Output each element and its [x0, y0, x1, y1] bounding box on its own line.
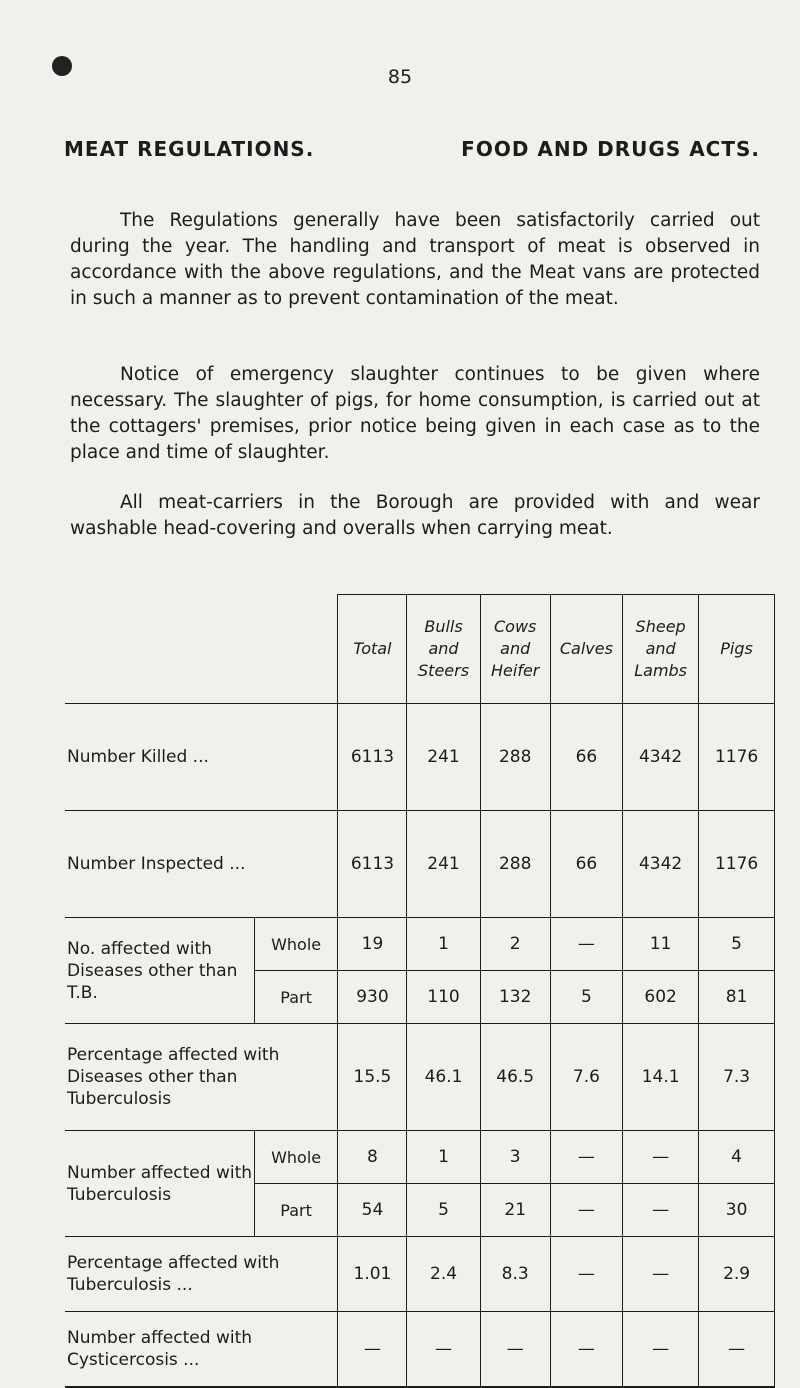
- table-cell: —: [623, 1312, 699, 1388]
- table-cell: 81: [699, 971, 775, 1024]
- table-cell: 288: [480, 811, 550, 918]
- row-label: No. affected with Diseases other than T.B.: [65, 918, 254, 1024]
- table-cell: 930: [338, 971, 407, 1024]
- table-cell: 3: [480, 1131, 550, 1184]
- table-cell: —: [623, 1131, 699, 1184]
- sub-label-whole: Whole: [254, 1131, 338, 1184]
- table-cell: 5: [550, 971, 622, 1024]
- table-cell: —: [623, 1237, 699, 1312]
- table-cell: —: [623, 1184, 699, 1237]
- table-cell: 6113: [338, 704, 407, 811]
- section-heading: [64, 137, 760, 161]
- table-cell: —: [550, 1131, 622, 1184]
- table-cell: 602: [623, 971, 699, 1024]
- table-cell: 30: [699, 1184, 775, 1237]
- table-cell: 132: [480, 971, 550, 1024]
- table-cell: 4342: [623, 704, 699, 811]
- table-cell: 21: [480, 1184, 550, 1237]
- table-cell: 241: [407, 704, 480, 811]
- table-cell: 2: [480, 918, 550, 971]
- header-pigs: Pigs: [699, 595, 775, 704]
- table-cell: 6113: [338, 811, 407, 918]
- table-header-row: [65, 595, 775, 704]
- row-label: Number Killed ...: [65, 704, 338, 811]
- table-cell: 110: [407, 971, 480, 1024]
- row-label: Percentage affected with Tuberculosis ...: [65, 1237, 338, 1312]
- table-cell: 11: [623, 918, 699, 971]
- header-total: Total: [338, 595, 407, 704]
- table-row-tb-whole: [65, 1131, 775, 1184]
- table-cell: 7.3: [699, 1024, 775, 1131]
- table-cell: 46.5: [480, 1024, 550, 1131]
- table-cell: 5: [407, 1184, 480, 1237]
- table-cell: —: [550, 918, 622, 971]
- table-row-killed: [65, 704, 775, 811]
- table-cell: —: [338, 1312, 407, 1388]
- header-sheep-lambs: Sheep and Lambs: [623, 595, 699, 704]
- header-calves: Calves: [550, 595, 622, 704]
- table-row-cysticercosis: [65, 1312, 775, 1388]
- table-cell: 54: [338, 1184, 407, 1237]
- heading-meat-regulations: MEAT REGULATIONS.: [64, 137, 315, 161]
- row-label: Percentage affected with Diseases other than Tuberculosis: [65, 1024, 338, 1131]
- table-cell: 1176: [699, 704, 775, 811]
- table-cell: 8: [338, 1131, 407, 1184]
- table-cell: 66: [550, 811, 622, 918]
- table-cell: —: [550, 1312, 622, 1388]
- paragraph-emergency-slaughter: Notice of emergency slaughter continues to be given where necessary. The slaughter of pigs, for home consumption, is carried out at the cottagers' premises, prior notice being given in each case as to the place and time of slaughter.: [70, 364, 760, 463]
- table-cell: 4: [699, 1131, 775, 1184]
- sub-label-part: Part: [254, 1184, 338, 1237]
- table-cell: 46.1: [407, 1024, 480, 1131]
- table-cell: 1: [407, 1131, 480, 1184]
- table-cell: 8.3: [480, 1237, 550, 1312]
- sub-label-part: Part: [254, 971, 338, 1024]
- table-cell: —: [699, 1312, 775, 1388]
- table-row-diseases-whole: [65, 918, 775, 971]
- table-cell: 2.9: [699, 1237, 775, 1312]
- table-cell: 2.4: [407, 1237, 480, 1312]
- table-cell: 4342: [623, 811, 699, 918]
- header-cows-heifer: Cows and Heifer: [480, 595, 550, 704]
- table-cell: 1.01: [338, 1237, 407, 1312]
- heading-food-and-drugs-acts: FOOD AND DRUGS ACTS.: [461, 137, 760, 161]
- table-row-inspected: [65, 811, 775, 918]
- header-blank: [65, 595, 338, 704]
- header-bulls-steers: Bulls and Steers: [407, 595, 480, 704]
- page-number: 85: [387, 66, 413, 88]
- row-label: Number Inspected ...: [65, 811, 338, 918]
- table-cell: 19: [338, 918, 407, 971]
- table-cell: 66: [550, 704, 622, 811]
- paragraph-meat-carriers: All meat-carriers in the Borough are provided with and wear washable head-covering and overalls when carrying meat.: [70, 492, 760, 539]
- table-cell: 5: [699, 918, 775, 971]
- table-cell: —: [407, 1312, 480, 1388]
- row-label: Number affected with Tuberculosis: [65, 1131, 254, 1237]
- table-cell: —: [550, 1237, 622, 1312]
- table-row-pct-other: [65, 1024, 775, 1131]
- table-cell: 7.6: [550, 1024, 622, 1131]
- table-cell: 1176: [699, 811, 775, 918]
- meat-inspection-table: [65, 594, 775, 1388]
- sub-label-whole: Whole: [254, 918, 338, 971]
- table-row-pct-tb: [65, 1237, 775, 1312]
- table-cell: 288: [480, 704, 550, 811]
- table-cell: —: [480, 1312, 550, 1388]
- table-cell: —: [550, 1184, 622, 1237]
- table-cell: 241: [407, 811, 480, 918]
- row-label: Number affected with Cysticercosis ...: [65, 1312, 338, 1388]
- paragraph-regulations: The Regulations generally have been satisfactorily carried out during the year. The handling and transport of meat is observed in accordance with the above regulations, and the Meat vans are protected in such a manner as to prevent contamination of the meat.: [70, 210, 760, 309]
- table-cell: 1: [407, 918, 480, 971]
- table-cell: 15.5: [338, 1024, 407, 1131]
- table-cell: 14.1: [623, 1024, 699, 1131]
